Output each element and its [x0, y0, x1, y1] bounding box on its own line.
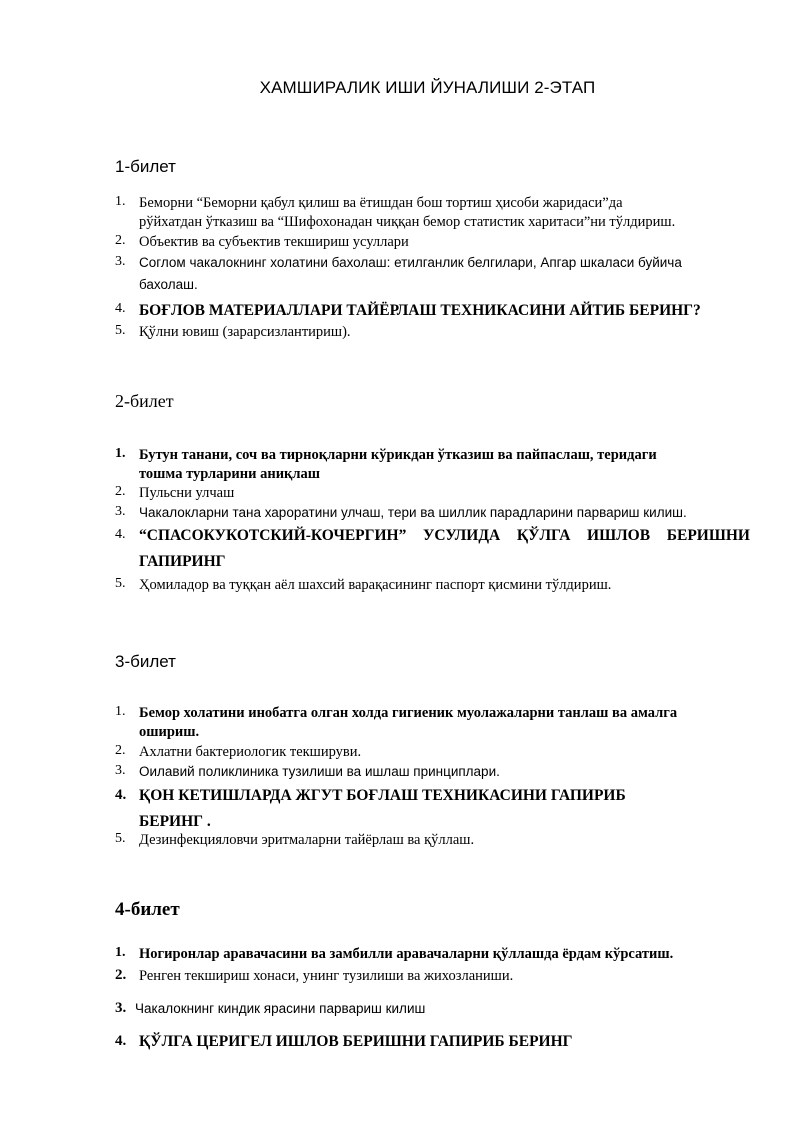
- item-number: 1.: [115, 945, 126, 960]
- ticket-1-item-5: [115, 323, 750, 342]
- ticket-2-item-4: [115, 523, 750, 575]
- ticket-3-item-1: [115, 704, 750, 742]
- item-text: Ренген текшириш хонаси, унинг тузилиши ва жихозланиши.: [139, 968, 514, 984]
- item-text: БОҒЛОВ МАТЕРИАЛЛАРИ ТАЙЁРЛАШ ТЕХНИКАСИНИ АЙТИБ БЕРИНГ?: [139, 302, 701, 319]
- ticket-4-item-4: [115, 1029, 750, 1055]
- item-number: 1.: [115, 446, 126, 461]
- item-text: Ҳомиладор ва туққан аёл шахсий варақасининг паспорт қисмини тўлдириш.: [139, 577, 612, 593]
- item-text: Чакалокнинг киндик ярасини парвариш килиш: [135, 1001, 426, 1016]
- item-text-line: ошириш.: [139, 724, 200, 740]
- item-text-line: Соглом чакалокнинг холатини бахолаш: етилганлик белгилари, Апгар шкаласи буйича: [139, 255, 682, 270]
- item-text-line: Бутун танани, соч ва тирноқларни кўрикдан ўтказиш ва пайпаслаш, теридаги: [139, 447, 657, 463]
- item-number: 1.: [115, 704, 126, 719]
- ticket-3-item-3: [115, 761, 750, 783]
- item-text-line: Беморни “Беморни қабул қилиш ва ётишдан бош тортиш ҳисоби жаридаси”да: [139, 195, 623, 211]
- ticket-1-item-3: [115, 252, 750, 296]
- item-number: 2.: [115, 743, 126, 758]
- ticket-1-item-2: [115, 233, 750, 252]
- item-text: Ногиронлар аравачасини ва замбилли аравачаларни қўллашда ёрдам кўрсатиш.: [139, 946, 674, 962]
- ticket-4-item-1: [115, 945, 750, 964]
- item-number: 3.: [115, 1000, 127, 1016]
- item-text-line: ГАПИРИНГ: [139, 553, 226, 570]
- item-number: 4.: [115, 1033, 127, 1049]
- ticket-2-item-3: [115, 502, 750, 524]
- item-number: 2.: [115, 484, 126, 499]
- ticket-2-item-2: [115, 484, 750, 503]
- item-number: 5.: [115, 576, 126, 591]
- item-text: Дезинфекцияловчи эритмаларни тайёрлаш ва қўллаш.: [139, 832, 475, 848]
- item-text: Ахлатни бактериологик текшируви.: [139, 744, 362, 760]
- item-text: Оилавий поликлиника тузилиши ва ишлаш принциплари.: [139, 764, 500, 779]
- ticket-3-heading: 3-билет: [115, 652, 176, 671]
- item-number: 5.: [115, 831, 126, 846]
- ticket-3-item-4: [115, 783, 750, 835]
- ticket-1-item-4: [115, 298, 750, 324]
- item-number: 4.: [115, 787, 127, 803]
- ticket-1-item-1: [115, 194, 750, 232]
- ticket-4-heading: 4-билет: [115, 899, 180, 920]
- item-number: 3.: [115, 763, 126, 778]
- ticket-2-item-5: [115, 576, 750, 595]
- item-text: Объектив ва субъектив текшириш усуллари: [139, 234, 409, 250]
- item-text: Пульсни улчаш: [139, 485, 235, 501]
- item-number: 2.: [115, 967, 127, 983]
- page-title: ХАМШИРАЛИК ИШИ ЙУНАЛИШИ 2-ЭТАП: [259, 78, 596, 97]
- item-number: 4.: [115, 301, 126, 316]
- item-text-line: бахолаш.: [139, 277, 198, 292]
- item-text: ҚЎЛГА ЦЕРИГЕЛ ИШЛОВ БЕРИШНИ ГАПИРИБ БЕРИНГ: [139, 1033, 573, 1050]
- item-text-line: ҚОН КЕТИШЛАРДА ЖГУТ БОҒЛАШ ТЕХНИКАСИНИ ГАПИРИБ: [139, 787, 626, 804]
- item-text: Чакалокларни тана хароратини улчаш, тери ва шиллик парадларини парвариш килиш.: [139, 505, 687, 520]
- ticket-3-item-2: [115, 743, 750, 762]
- item-text-line: рўйхатдан ўтказиш ва “Шифохонадан чиққан бемор статистик харитаси”ни тўлдириш.: [139, 214, 676, 230]
- ticket-2-heading: 2-билет: [115, 391, 174, 411]
- item-number: 4.: [115, 527, 126, 542]
- ticket-3-item-5: [115, 831, 750, 850]
- ticket-4-item-2: [115, 967, 750, 986]
- item-number: 5.: [115, 323, 126, 338]
- item-number: 2.: [115, 233, 126, 248]
- item-text-line: БЕРИНГ .: [139, 813, 211, 830]
- item-text-line: тошма турларини аниқлаш: [139, 466, 321, 482]
- item-text-line: Бемор холатини инобатга олган холда гигиеник муолажаларни танлаш ва амалга: [139, 705, 678, 721]
- item-number: 3.: [115, 254, 126, 269]
- item-number: 1.: [115, 194, 126, 209]
- item-text-line: “СПАСОКУКОТСКИЙ-КОЧЕРГИН” УСУЛИДА ҚЎЛГА ИШЛОВ БЕРИШНИ: [139, 527, 750, 544]
- item-text: Қўлни ювиш (зарарсизлантириш).: [139, 324, 351, 340]
- ticket-2-item-1: [115, 446, 750, 484]
- ticket-4-item-3: [115, 998, 750, 1020]
- item-number: 3.: [115, 504, 126, 519]
- ticket-1-heading: 1-билет: [115, 157, 176, 176]
